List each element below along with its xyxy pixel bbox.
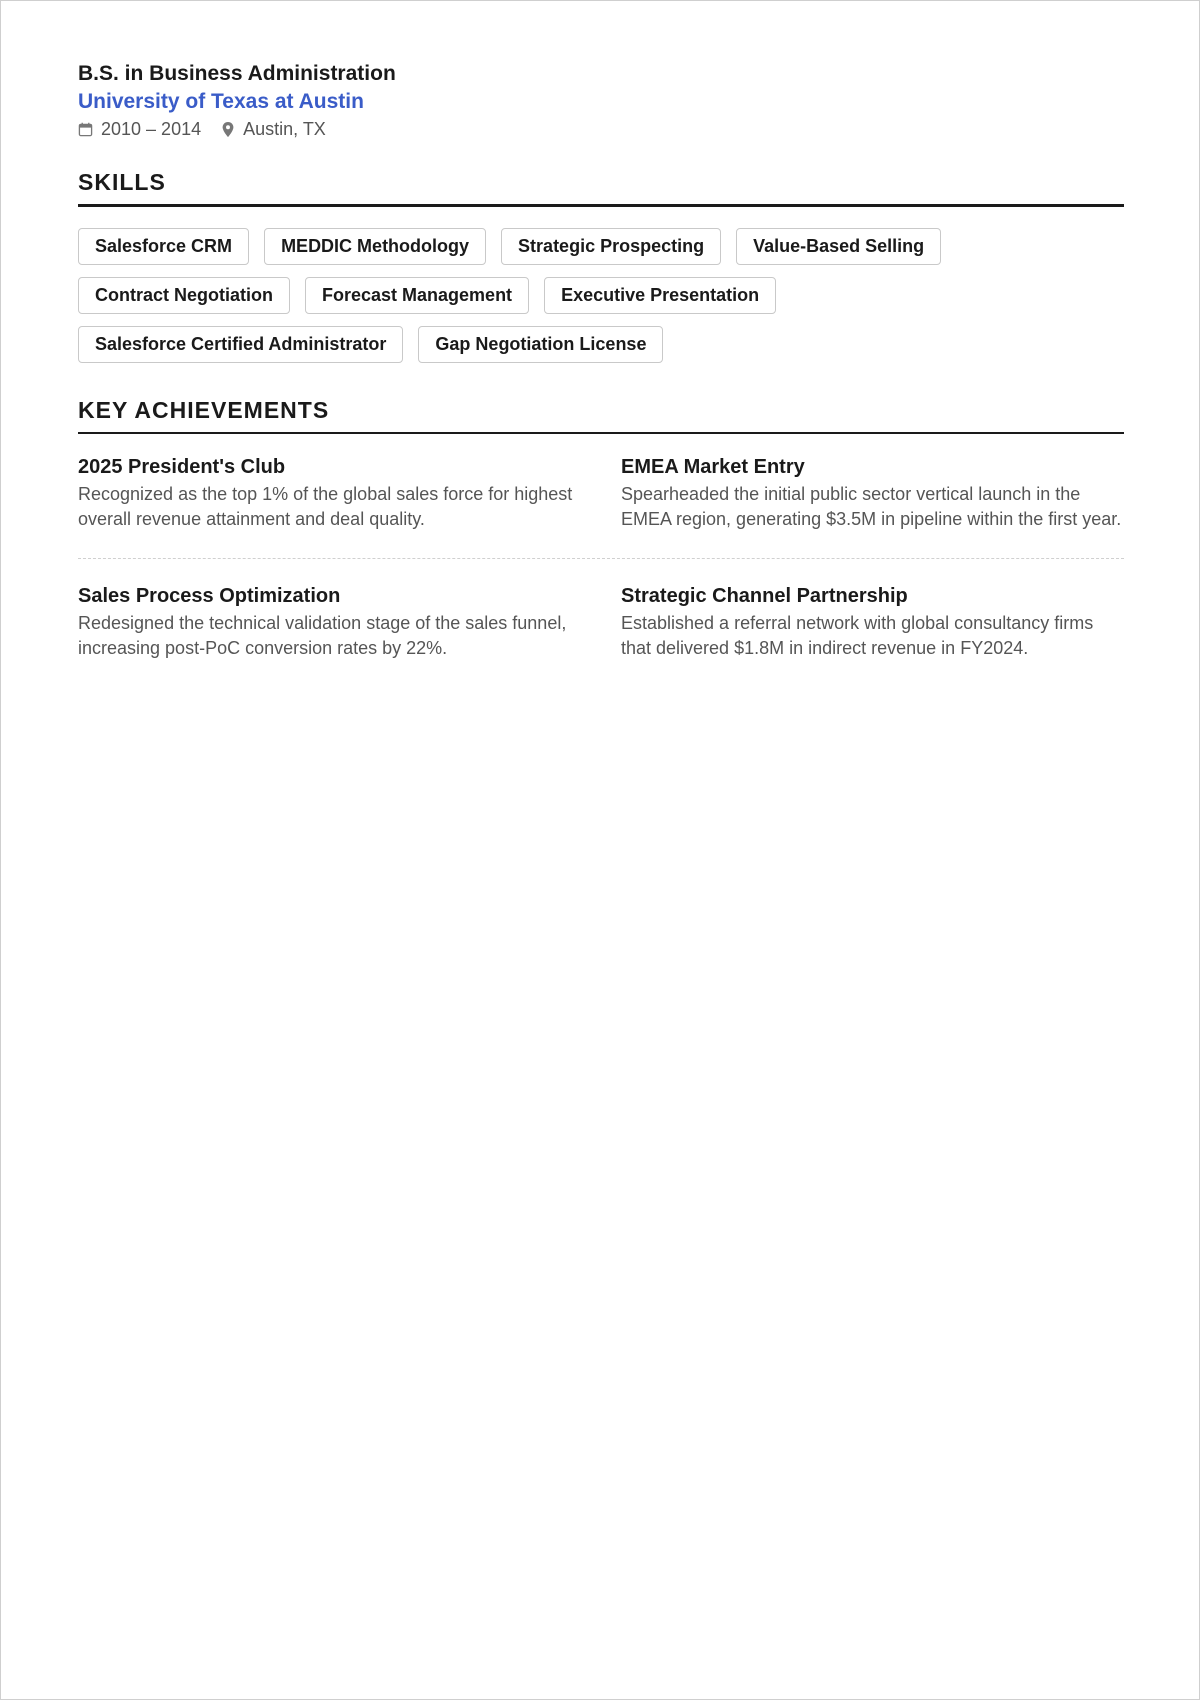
skill-tag: Strategic Prospecting	[501, 228, 721, 265]
skill-tag: MEDDIC Methodology	[264, 228, 486, 265]
achievement-description: Established a referral network with global consultancy firms that delivered $1.8M in indirect revenue in FY2024.	[621, 613, 1094, 658]
skills-heading: SKILLS	[78, 169, 1124, 207]
skills-list	[78, 228, 1124, 375]
achievements-divider	[78, 558, 1124, 559]
achievement-title: EMEA Market Entry	[621, 456, 805, 478]
achievement-description: Spearheaded the initial public sector vertical launch in the EMEA region, generating $3.5M in pipeline within the first year.	[621, 484, 1122, 529]
skill-tag: Executive Presentation	[544, 277, 776, 314]
achievement-item	[78, 583, 581, 661]
achievement-description: Recognized as the top 1% of the global sales force for highest overall revenue attainment and deal quality.	[78, 484, 573, 529]
school-name: University of Texas at Austin	[78, 90, 364, 113]
resume-content	[78, 59, 1124, 661]
achievement-title: Strategic Channel Partnership	[621, 585, 908, 607]
achievement-item	[78, 454, 581, 532]
degree-title: B.S. in Business Administration	[78, 62, 396, 85]
education-location	[221, 117, 326, 141]
achievement-title: Sales Process Optimization	[78, 585, 341, 607]
achievement-description: Redesigned the technical validation stage of the sales funnel, increasing post-PoC conversion rates by 22%.	[78, 613, 567, 658]
skill-tag: Gap Negotiation License	[418, 326, 663, 363]
skill-tag: Forecast Management	[305, 277, 529, 314]
skill-tag: Salesforce CRM	[78, 228, 249, 265]
education-location-text: Austin, TX	[243, 119, 326, 139]
education-dates-text: 2010 – 2014	[101, 119, 202, 139]
skill-tag: Salesforce Certified Administrator	[78, 326, 403, 363]
achievements-row-1	[78, 454, 1124, 532]
calendar-icon	[78, 122, 93, 137]
location-pin-icon	[221, 121, 235, 138]
achievement-item	[621, 454, 1124, 532]
education-meta	[78, 117, 1124, 141]
achievements-heading: KEY ACHIEVEMENTS	[78, 397, 1124, 434]
achievements-row-2	[78, 583, 1124, 661]
skill-tag: Contract Negotiation	[78, 277, 290, 314]
achievement-item	[621, 583, 1124, 661]
education-entry	[78, 59, 1124, 141]
achievement-title: 2025 President's Club	[78, 456, 286, 478]
skill-tag: Value-Based Selling	[736, 228, 941, 265]
education-dates	[78, 117, 201, 141]
